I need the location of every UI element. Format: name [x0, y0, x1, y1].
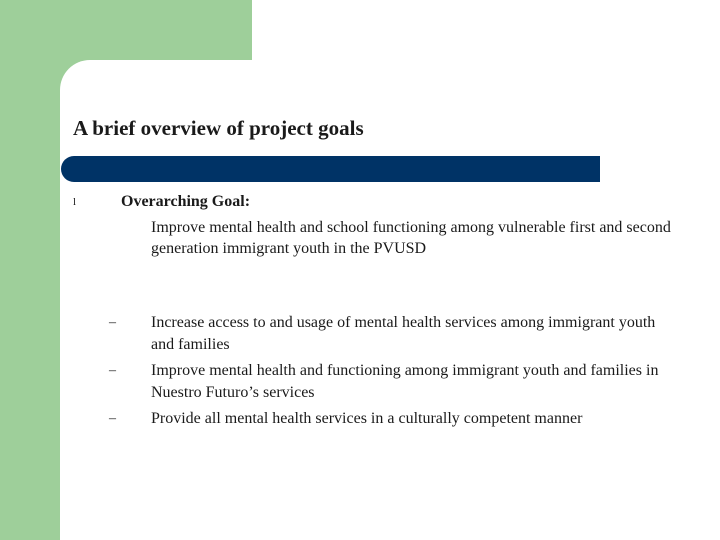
sub-bullet-marker: – — [109, 363, 116, 378]
goal-text: Improve mental health and school functioning among vulnerable first and second generation immigrant youth in the PVUSD — [151, 219, 671, 257]
slide-title: A brief overview of project goals — [73, 116, 364, 140]
sub-bullet-marker: – — [109, 315, 116, 330]
sub-item-improve: Improve mental health and functioning among immigrant youth and families in Nuestro Futuro’s services — [151, 362, 659, 401]
sub-bullet-marker: – — [109, 411, 116, 426]
goal-heading: Overarching Goal: — [121, 193, 251, 210]
title-underline-bar — [61, 156, 600, 182]
sub-item-provide: Provide all mental health services in a culturally competent manner — [151, 410, 583, 427]
sub-item-access: Increase access to and usage of mental health services among immigrant youth and families — [151, 314, 656, 353]
main-bullet-marker: l — [73, 196, 77, 208]
decorative-green-block-left — [0, 0, 60, 540]
